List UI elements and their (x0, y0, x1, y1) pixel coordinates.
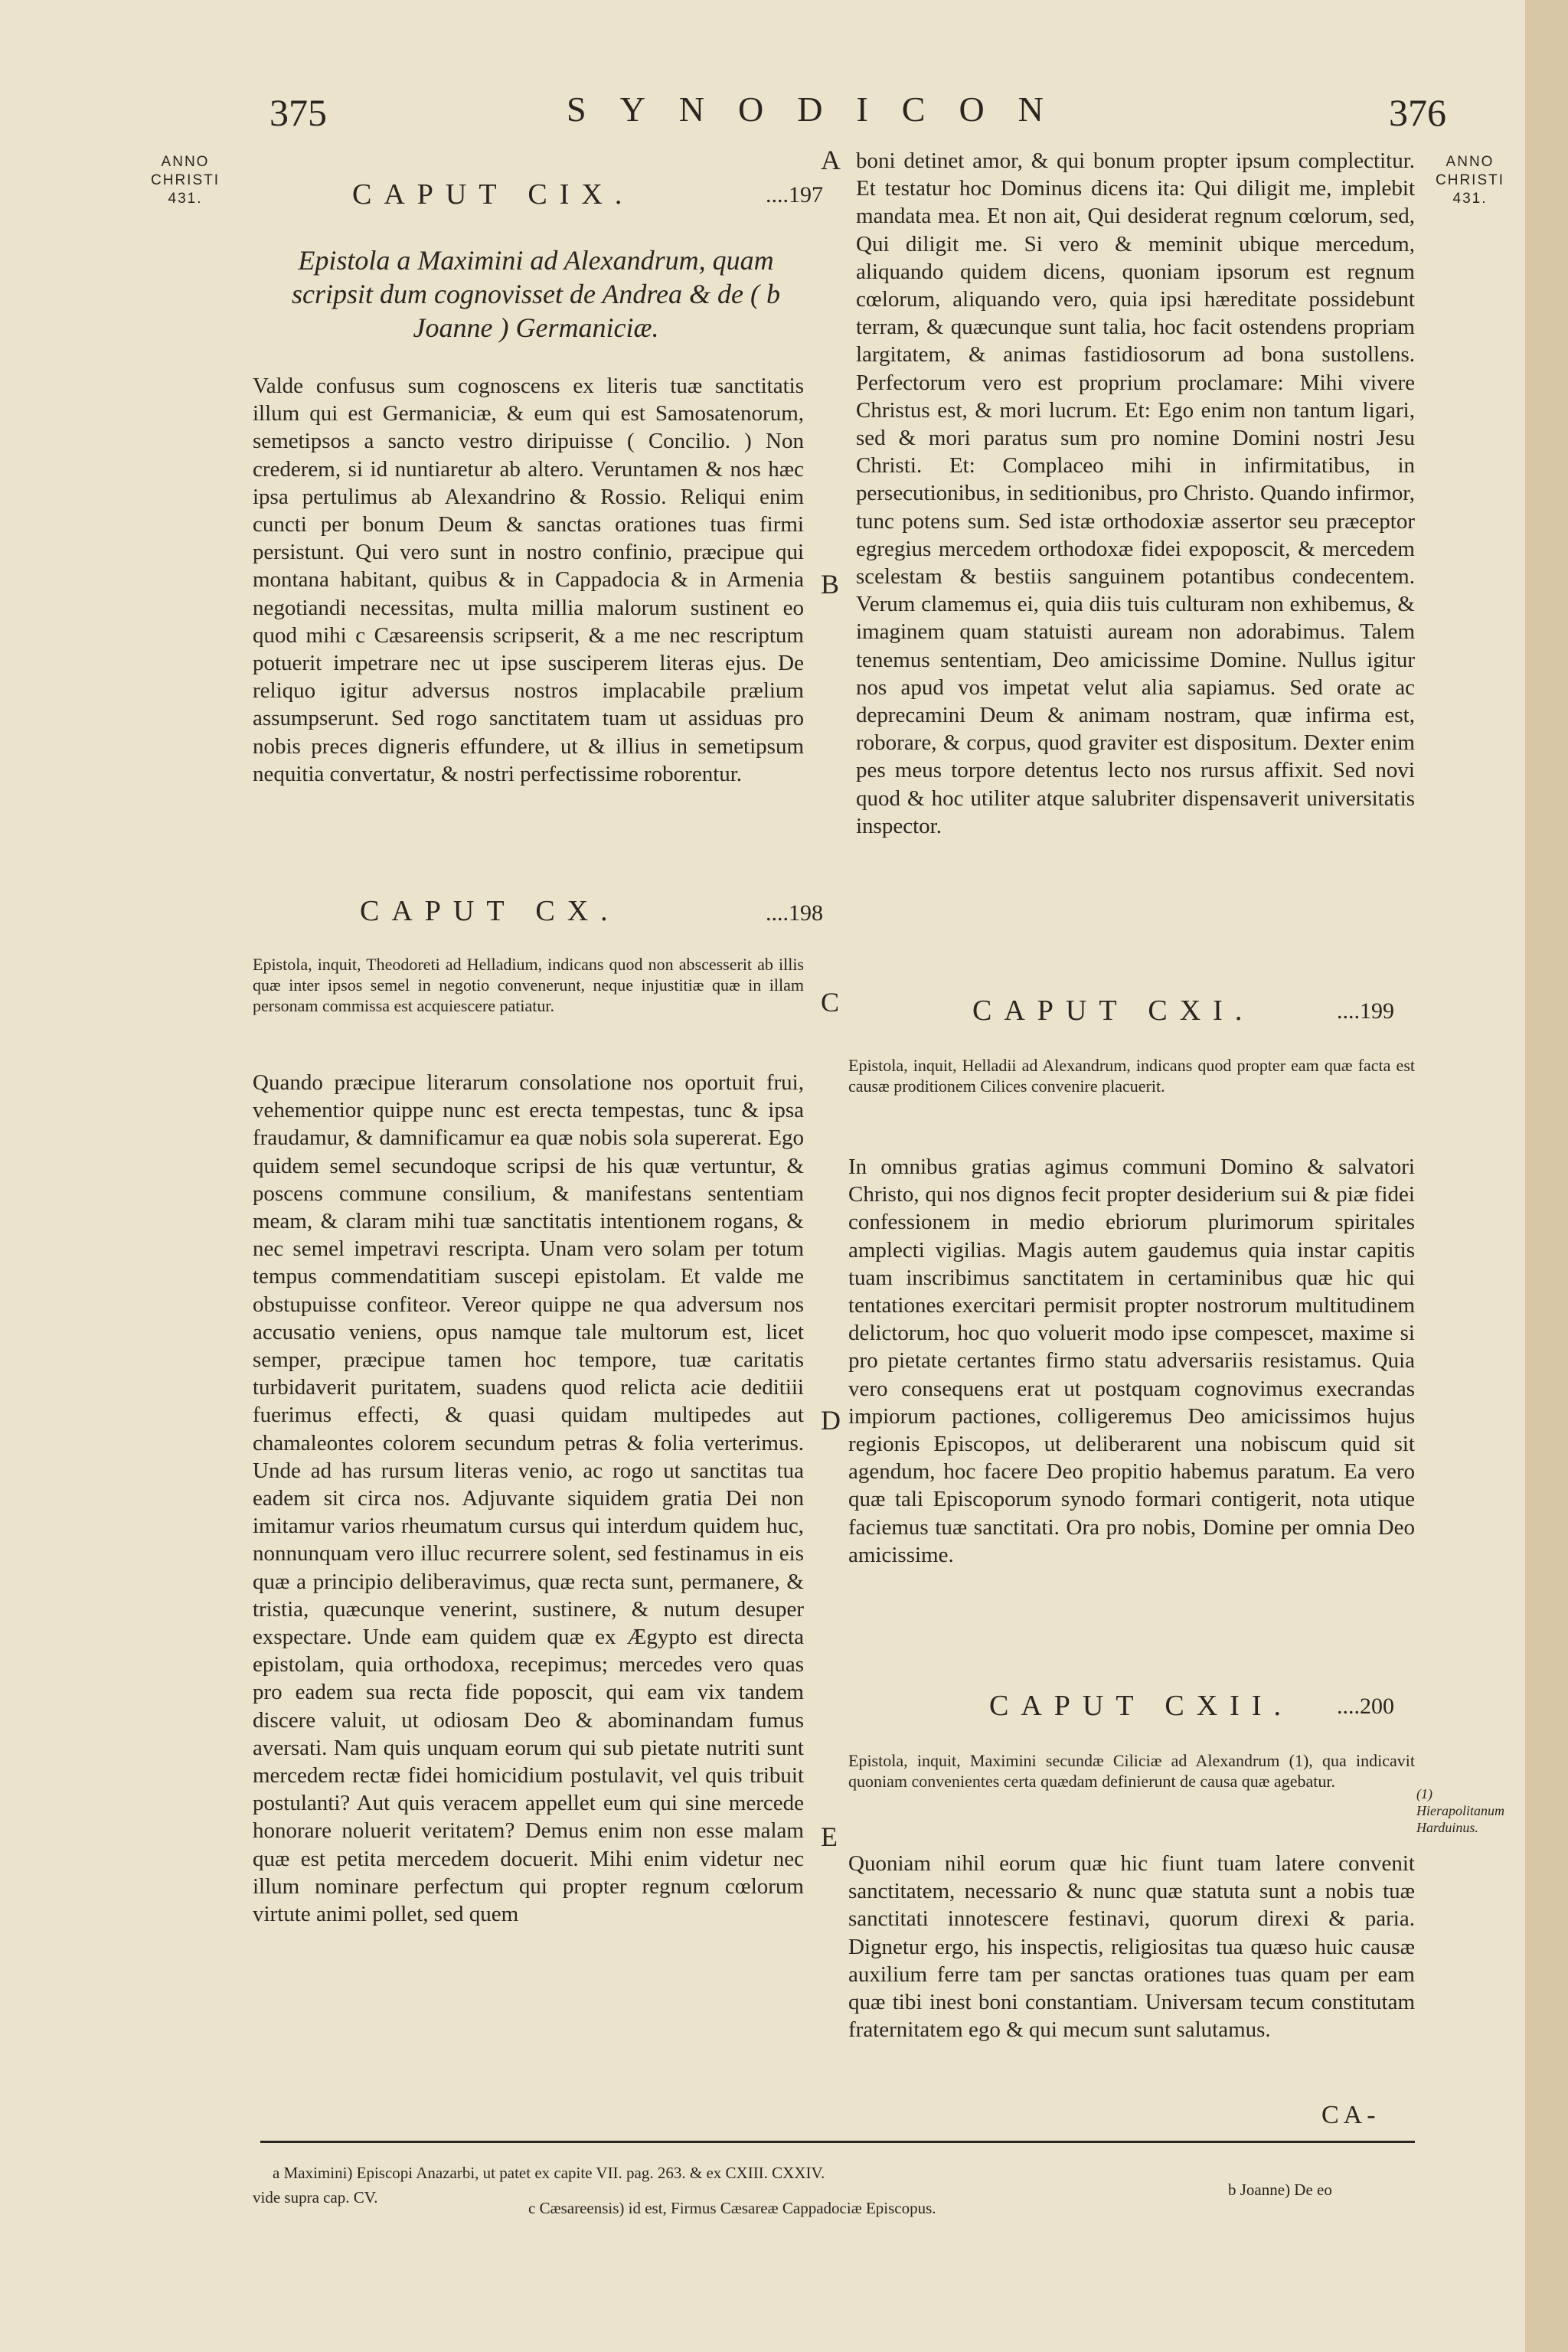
footnote-a-continued: vide supra cap. CV. (253, 2188, 378, 2207)
page-number-right: 376 (1389, 91, 1446, 134)
section-letter-b: B (821, 569, 840, 599)
section-letter-c: C (821, 987, 840, 1018)
caput-cxii-title: CAPUT CXII. (989, 1690, 1293, 1722)
text-caput-cx-continued (856, 147, 1415, 965)
footnote-rule (260, 2141, 1415, 2143)
text-caput-cxii-content: Quoniam nihil eorum quæ hic fiunt tuam latere convenit sanctitatem, necessario & nunc quæ statuta sunt a nobis tuæ sanctitati innotescere festinavi, quorum direxi & paria. Dignetur ergo, his inspectis, religiositas tua quæso huic causæ auxilium ferre tam per sanctas orationes tuas quam per eam quæ tibi inest boni constantiam. Universam tecum constitutam fraternitatem ego & qui mecum sunt salutamus. (848, 1851, 1415, 2043)
summary-caput-cx: Epistola, inquit, Theodoreti ad Helladium, indicans quod non abscesserit ab illis quæ inter ipsos semel in negotio convenerunt, neque injustitiæ quæ in illam personam commissa est acquiescere patiatur. (253, 955, 804, 1015)
caput-cx-title: CAPUT CX. (360, 895, 620, 927)
text-caput-cix-content: Valde confusus sum cognoscens ex literis tuæ sanctitatis illum qui est Germaniciæ, & eum qui est Samosatenorum, semetipsos a sancto vestro diripuisse ( Concilio. ) Non crederem, si id nuntiaretur ab altero. Veruntamen & nos hæc ipsa pertulimus ab Alexandrino & Rossio. Reliqui enim cuncti per bonum Deum & sanctas orationes tuas firmi persistunt. Qui vero sunt in nostro confinio, præcipue qui montana habitant, quibus & in Cappadocia & in Armenia negotiandi necessitas, multa millia malorum sustinent eo quod mihi c Cæsareensis scripserit, & a me nec rescriptum potuerit impetrare nec ut ipse susciperem literas ejus. De reliquo igitur adversus nostros implacabile prælium assumpserunt. Sed rogo sanctitatem tuam ut assiduas pro nobis preces digneris effundere, ut & illius in semetipsum nequitia convertatur, & nostri perfectissime roborentur. (253, 374, 804, 786)
text-caput-cx-continued-content: boni detinet amor, & qui bonum propter ipsum complectitur. Et testatur hoc Dominus dicens ita: Qui diligit me, implebit mandata mea. Et non ait, Qui desiderat regnum cœlorum, sed, Qui diligit me. Si vero & meminit ubique mercedum, aliquando quidem dicens, quoniam ipsorum est regnum cœlorum, aliquando vero, quia ipsi hæreditate possidebunt terram, & quæcunque sunt talia, hoc facit ostendens propriam largitatem, & animas fastidiosorum ad bona sustollens. Perfectorum vero est proprium proclamare: Mihi vivere Christus est, & mori lucrum. Et: Ego enim non tantum ligari, sed & mori paratus sum pro nomine Domini nostri Jesu Christi. Et: Complaceo mihi in infirmitatibus, in persecutionibus, in seditionibus, pro Christo. Quando infirmor, tunc potens sum. Sed istæ orthodoxiæ assertor seu præceptor egregius mercedem orthodoxæ fidei expoposcit, & mercedem scelestam & bestiis sanguinem potantibus condecentem. Verum clamemus ei, quia diis tuis culturam non exhibemus, & imaginem quam statuisti auream non adorabimus. Talem tenemus sententiam, Deo amicissime Domine. Nullus igitur nos apud vos impetat velut alia sapiamus. Sed orate ac deprecamini Deum & animam nostram, quæ infirma est, roborare, & corpus, quod graviter est dispositum. Dexter enim pes meus torpore detentus lecto nos rursus affixit. Sed novi quod & hoc utiliter atque salubriter dispensaverit universitatis inspector. (856, 149, 1415, 838)
footnote-b: b Joanne) De eo (1228, 2180, 1332, 2199)
text-caput-cxi-content: In omnibus gratias agimus communi Domino & salvatori Christo, qui nos dignos fecit propter desiderium sui & piæ fidei confessionem in medio ebriorum plurimorum spiritales amplecti vigilias. Magis autem gaudemus quia instar capitis tuam inscribimus sanctitatem in certaminibus quæ hic qui tentationes exercitari permisit propter nostrorum multitudinem delictorum, hoc quo voluerit modo ipse compescet, maxime si pro pietate certantes firmo statu adversariis resistamus. Quia vero consequens erat ut postquam cognovimus execrandas impiorum pactiones, colligeremus Deo amicissimos hujus regionis Episcopos, ut deliberarent una nobiscum quid sit agendum, hoc facere Deo propitio habemus paratum. Ea vero quæ tali Episcoporum synodo formari contigerit, nota utique faciemus tuæ sanctitati. Ora pro nobis, Domine per omnia Deo amicissime. (848, 1155, 1415, 1567)
summary-caput-cxii: Epistola, inquit, Maximini secundæ Ciliciæ ad Alexandrum (1), qua indicavit quoniam convenientes certa quædam definierunt de causa quæ agebatur. (848, 1751, 1415, 1791)
caput-cix-title: CAPUT CIX. (352, 178, 635, 211)
margin-note-anno-christi-left: ANNO CHRISTI 431. (151, 154, 220, 207)
text-caput-cxii (848, 1850, 1415, 2107)
epistle-title-cix: Epistola a Maximini ad Alexandrum, quam scripsit dum cognovisset de Andrea & de ( b Joanne ) Germaniciæ. (292, 245, 780, 343)
section-letter-a: A (821, 145, 841, 175)
text-caput-cix (253, 372, 804, 877)
text-caput-cxi (848, 1153, 1415, 1671)
caput-cxi-title: CAPUT CXI. (972, 995, 1255, 1027)
caput-cx-number: ....198 (766, 900, 823, 926)
running-title: SYNODICON (567, 90, 1077, 129)
side-note-hierapolitanum: (1) Hierapolitanum Harduinus. (1416, 1786, 1504, 1835)
caput-cxi-number: ....199 (1337, 998, 1394, 1024)
footnote-c: c Cæsareensis) id est, Firmus Cæsareæ Cappadociæ Episcopus. (528, 2199, 936, 2217)
summary-caput-cxi: Epistola, inquit, Helladii ad Alexandrum, indicans quod propter eam quæ facta est causæ proditionem Cilices convenire placuerit. (848, 1056, 1415, 1096)
caput-cxii-number: ....200 (1337, 1694, 1394, 1719)
text-caput-cx (253, 1069, 804, 2128)
caput-cix-number: ....197 (766, 182, 823, 207)
text-caput-cx-content: Quando præcipue literarum consolatione nos oportuit frui, vehementior quippe nunc est erecta tempestas, tunc & ipsa fraudamur, & damnificamur ea quæ nobis sola supererat. Ego quidem semel secundoque scripsi de his quæ vertuntur, & poscens commune consilium, & manifestans sententiam meam, & claram mihi tuæ sanctitatis intentionem rogans, & nec semel impetravi rescripta. Unam vero solam per totum tempus commendatitiam suscepi epistolam. Et valde me obstupuisse confiteor. Vereor quippe ne qua adversum nos accusatio veniens, opus namque tale multorum est, licet semper, præcipue tamen hoc tempore, tuæ caritatis turbidaverit puritatem, suadens quod relicta acie deditiii fuerimus effecti, & quasi quidam multipedes aut chamaleontes colorem secundum petras & folia verterimus. Unde ad has rursum literas venio, ac rogo ut sanctitas tua eadem sit circa nos. Adjuvante siquidem gratia Dei non imitamur varios rheumatum cursus qui interdum quidem huc, nonnunquam vero illuc recurrere solent, sed festinamus in eis quæ a principio deliberavimus, quæ recta sunt, permanere, & tristia, quæcunque venerint, sustinere, & nutum desuper exspectare. Unde eam quidem quæ ex Ægypto est directa epistolam, quia orthodoxa, recepimus; mercedes vero quas pro eadem sua recta fide poposcit, qui eam vix tandem discere valuit, ut odiosam Deo & abominandam fumus aversati. Nam quis unquam eorum qui sub pietate nutriti sunt mercedem rectæ fidei homicidium postulavit, vel quis tribuit postulanti? Aut quis veracem appellet eum qui sine mercede honorare noluerit veritatem? Demus enim non esse malam quæ est petita mercedem docuerit. Mihi enim videtur nec illum nominare perfectum qui propter regnum cœlorum virtute animi pollet, sed quem (253, 1070, 804, 1927)
margin-note-anno-christi-right: ANNO CHRISTI 431. (1436, 154, 1504, 207)
catchword: CA- (1321, 2101, 1380, 2129)
facing-page-edge (1525, 0, 1568, 2352)
page-number-left: 375 (270, 91, 327, 134)
section-letter-d: D (821, 1405, 841, 1436)
footnote-a: a Maximini) Episcopi Anazarbi, ut patet ex capite VII. pag. 263. & ex CXIII. CXXIV. (273, 2164, 825, 2182)
section-letter-e: E (821, 1821, 838, 1852)
